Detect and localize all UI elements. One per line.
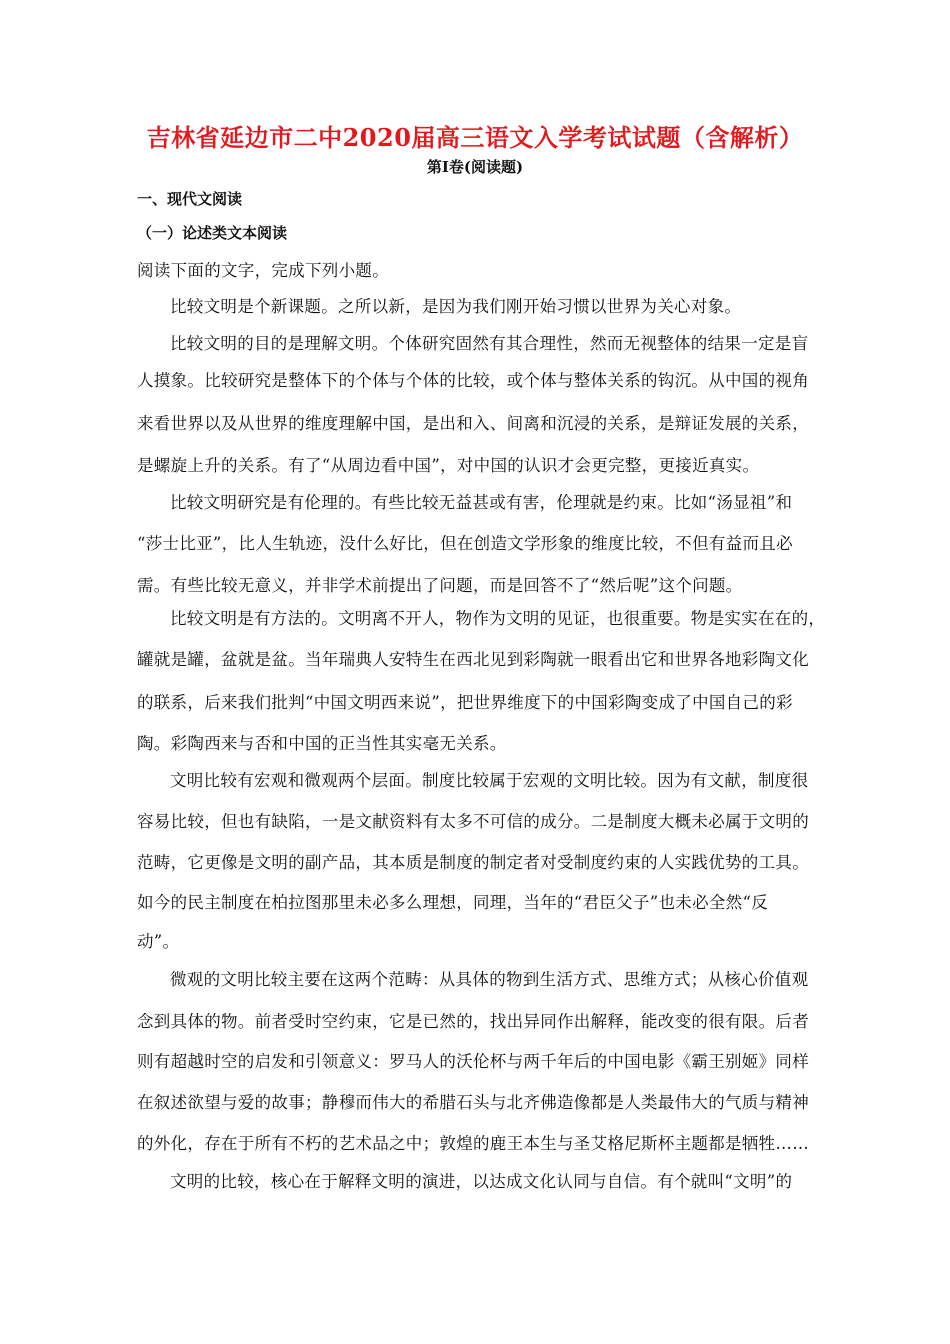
paragraph-line: 的联系，后来我们批判“中国文明西来说”，把世界维度下的中国彩陶变成了中国自己的彩	[137, 693, 793, 712]
paragraph-line: 比较文明的目的是理解文明。个体研究固然有其合理性，然而无视整体的结果一定是盲	[170, 334, 809, 353]
paragraph-line: 文明比较有宏观和微观两个层面。制度比较属于宏观的文明比较。因为有文献，制度很	[170, 771, 809, 790]
paragraph-line: 容易比较，但也有缺陷，一是文献资料有太多不可信的成分。二是制度大概未必属于文明的	[137, 812, 809, 831]
paragraph-line: 的外化，存在于所有不朽的艺术品之中；敦煌的鹿王本生与圣艾格尼斯杯主题都是牺牲……	[137, 1134, 809, 1153]
paragraph-line: 是螺旋上升的关系。有了“从周边看中国”，对中国的认识才会更完整，更接近真实。	[137, 456, 760, 475]
paragraph-line: 文明的比较，核心在于解释文明的演进，以达成文化认同与自信。有个就叫“文明”的	[170, 1172, 793, 1191]
paragraph-line: 陶。彩陶西来与否和中国的正当性其实毫无关系。	[137, 734, 507, 753]
paragraph-line: 人摸象。比较研究是整体下的个体与个体的比较，或个体与整体关系的钩沉。从中国的视角	[137, 371, 809, 390]
instruction-text: 阅读下面的文字，完成下列小题。	[137, 261, 389, 280]
paragraph-line: 微观的文明比较主要在这两个范畴：从具体的物到生活方式、思维方式；从核心价值观	[170, 970, 809, 989]
paragraph-line: 如今的民主制度在柏拉图那里未必多么理想，同理，当年的“君臣父子”也未必全然“反	[137, 893, 769, 912]
paragraph-line: 范畴，它更像是文明的副产品，其本质是制度的制定者对受制度约束的人实践优势的工具。	[137, 853, 809, 872]
paragraph-line: 需。有些比较无意义，并非学术前提出了问题，而是回答不了“然后呢”这个问题。	[137, 576, 743, 595]
paragraph-line: 罐就是罐，盆就是盆。当年瑞典人安特生在西北见到彩陶就一眼看出它和世界各地彩陶文化	[137, 650, 809, 669]
page-subtitle: 第Ⅰ卷(阅读题)	[426, 158, 524, 176]
paragraph-line: 比较文明是个新课题。之所以新，是因为我们刚开始习惯以世界为关心对象。	[170, 297, 742, 316]
paragraph-line: 来看世界以及从世界的维度理解中国，是出和入、间离和沉浸的关系，是辩证发展的关系，	[137, 414, 809, 433]
paragraph-line: “莎士比亚”，比人生轨迹，没什么好比，但在创造文学形象的维度比较，不但有益而且必	[137, 534, 793, 553]
page-title: 吉林省延边市二中2020届高三语文入学考试试题（含解析）	[146, 123, 804, 152]
paragraph-line: 则有超越时空的启发和引领意义：罗马人的沃伦杯与两千年后的中国电影《霸王别姬》同样	[137, 1052, 809, 1071]
paragraph-line: 在叙述欲望与爱的故事；静穆而伟大的希腊石头与北齐佛造像都是人类最伟大的气质与精神	[137, 1093, 809, 1112]
subsection-heading: （一）论述类文本阅读	[137, 224, 288, 242]
paragraph-line: 比较文明是有方法的。文明离不开人，物作为文明的见证，也很重要。物是实实在在的，	[170, 609, 826, 628]
paragraph-line: 动”。	[137, 932, 180, 951]
section-heading: 一、现代文阅读	[137, 190, 243, 208]
paragraph-line: 比较文明研究是有伦理的。有些比较无益甚或有害，伦理就是约束。比如“汤显祖”和	[170, 493, 793, 512]
paragraph-line: 念到具体的物。前者受时空约束，它是已然的，找出异同作出解释，能改变的很有限。后者	[137, 1012, 809, 1031]
